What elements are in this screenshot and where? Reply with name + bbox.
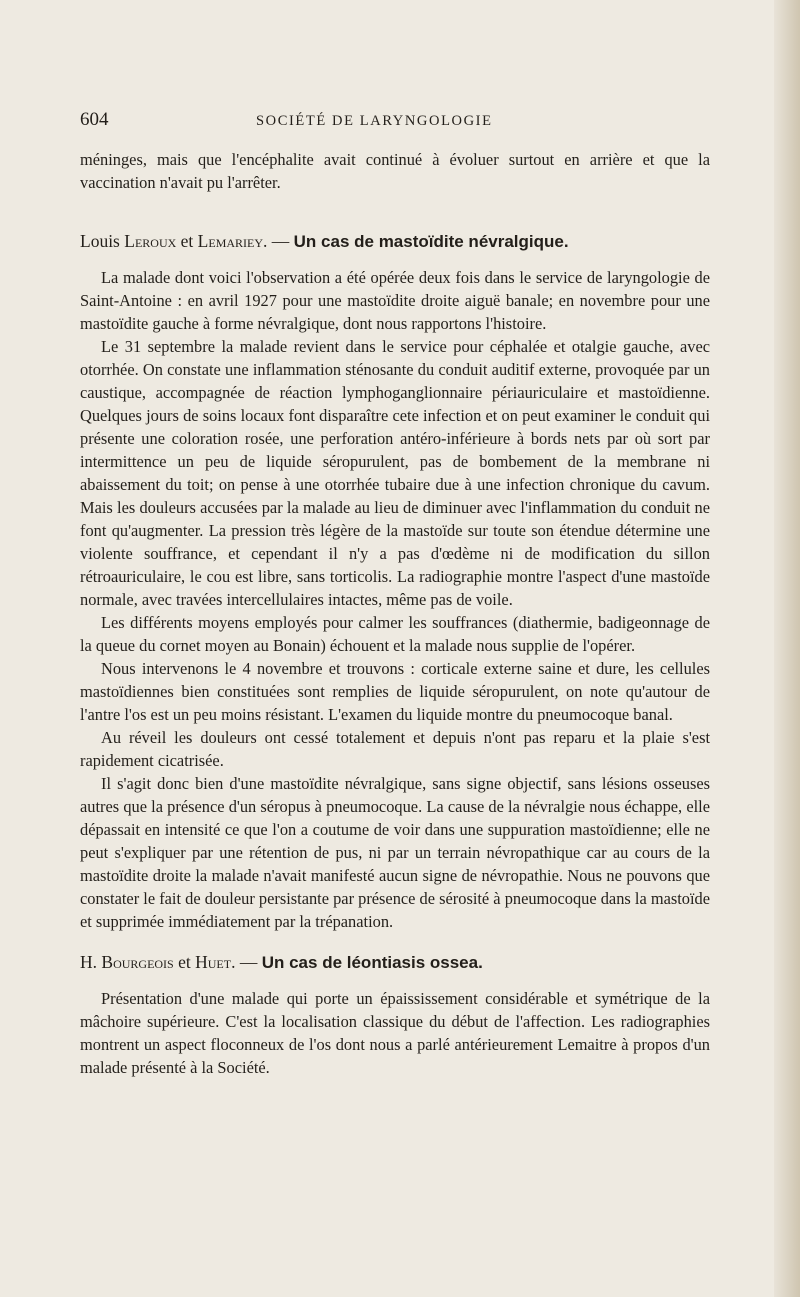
body-paragraph: Nous intervenons le 4 novembre et trouvons : corticale externe saine et dure, les cellules mastoïdiennes bien constituées sont remplies de liquide séropurulent, on note qu'autour de l'antre l'os est un peu moins résistant. L'examen du liquide montre du pneumocoque banal.	[80, 659, 710, 724]
body-paragraph: Les différents moyens employés pour calmer les souffrances (diathermie, badigeonnage de la queue du cornet moyen au Bonain) échouent et la malade nous supplie de l'opérer.	[80, 613, 710, 655]
running-title: SOCIÉTÉ DE LARYNGOLOGIE	[256, 113, 493, 129]
body-paragraph: Il s'agit donc bien d'une mastoïdite névralgique, sans signe objectif, sans lésions osseuses autres que la présence d'un séropus à pneumocoque. La cause de la névralgie nous échappe, elle dépassait en intensité ce que l'on a coutume de voir dans une suppuration mastoïdienne; elle ne peut s'expliquer par une rétention de pus, ni par un terrain névropathique car au cours de la mastoïdite droite la malade n'avait manifesté aucun signe de névropathie. Nous ne pouvons que constater le fait de douleur persistante par présence de sérosité à pneumocoque dans la mastoïde et supprimée immédiatement par la trépanation.	[80, 774, 710, 931]
page-header	[80, 108, 710, 130]
page-edge	[774, 0, 800, 1297]
author-name: Bourgeois	[101, 952, 174, 972]
body-paragraph: Le 31 septembre la malade revient dans le service pour céphalée et otalgie gauche, avec otorrhée. On constate une inflammation sténosante du conduit auditif externe, provoquée par un caustique, accompagnée de réaction lymphoganglionnaire périauriculaire et mastoïdienne. Quelques jours de soins locaux font disparaître cete infection et on peut examiner le conduit qui présente une coloration rosée, une perforation antéro-inférieure à bords nets par où sort par intermittence un peu de liquide séropurulent, pas de bombement de la membrane ni abaissement du toit; on pense à une otorrhée tubaire due à une infection chronique du cavum. Mais les douleurs accusées par la malade au lieu de diminuer avec l'inflammation du conduit ne font qu'augmenter. La pression très légère de la mastoïde sur toute son étendue détermine une violente souffrance, et cependant il n'y a pas d'œdème ni de modification du sillon rétroauriculaire, le cou est libre, sans torticolis. La radiographie montre l'aspect d'une mastoïde normale, avec travées intercellulaires intactes, même pas de voile.	[80, 337, 710, 609]
author-name: Lemariey	[197, 231, 264, 251]
body-paragraph: Au réveil les douleurs ont cessé totalement et depuis n'ont pas reparu et la plaie s'est rapidement cicatrisée.	[80, 728, 710, 770]
entry-body-mastoidite	[80, 266, 710, 933]
body-paragraph: Présentation d'une malade qui porte un épaississement considérable et symétrique de la mâchoire supérieure. C'est la localisation classique du début de l'affection. Les radiographies montrent un aspect floconneux de l'os dont nous a parlé antérieurement Lemaitre à propos d'un malade présenté à la Société.	[80, 989, 710, 1077]
entry-title-leontiasis: H. Bourgeois et Huet. — Un cas de léontiasis ossea.	[80, 952, 483, 972]
entry-title-mastoidite: Louis Leroux et Lemariey. — Un cas de mastoïdite névralgique.	[80, 231, 569, 251]
article-title: Un cas de léontiasis ossea.	[261, 953, 483, 972]
author-name: Huet	[195, 952, 232, 972]
page-number: 604	[80, 109, 109, 130]
author-name: Leroux	[124, 231, 177, 251]
entry-body-leontiasis	[80, 987, 710, 1079]
body-paragraph: La malade dont voici l'observation a été opérée deux fois dans le service de laryngologie de Saint-Antoine : en avril 1927 pour une mastoïdite droite aiguë banale; en novembre pour une mastoïdite gauche à forme névralgique, dont nous rapportons l'histoire.	[80, 268, 710, 333]
page	[80, 0, 710, 1079]
continuation-paragraph: méninges, mais que l'encéphalite avait continué à évoluer surtout en arrière et que la vaccination n'avait pu l'arrêter.	[80, 150, 710, 192]
article-title: Un cas de mastoïdite névralgique.	[293, 232, 569, 251]
